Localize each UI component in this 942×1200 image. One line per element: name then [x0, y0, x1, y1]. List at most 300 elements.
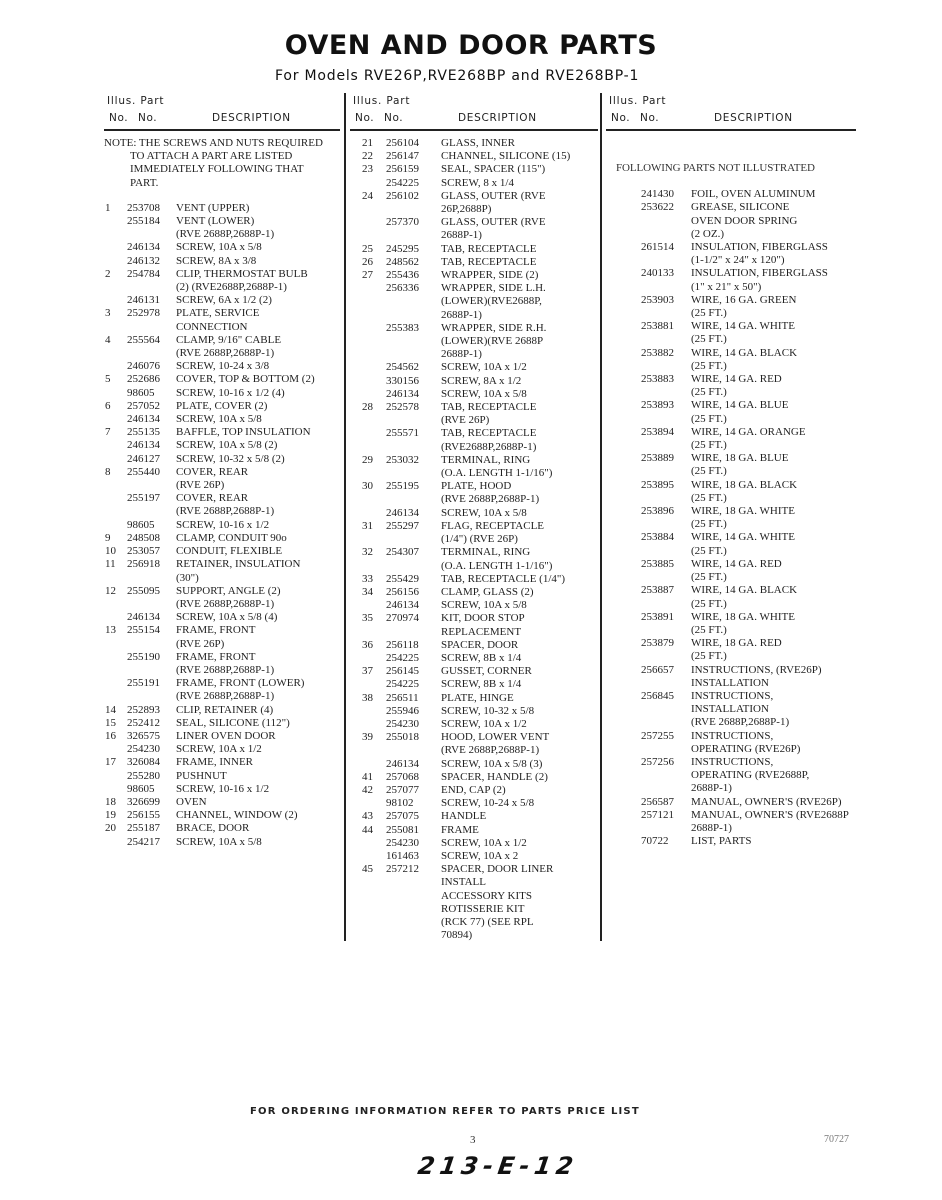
part-row — [104, 836, 340, 849]
part-description: SCREW, 10-32 x 5/8 (2) — [176, 452, 285, 465]
part-number: 256155 — [127, 809, 160, 822]
models-subtitle: For Models RVE26P,RVE268BP and RVE268BP-1 — [275, 68, 640, 84]
part-row — [350, 810, 598, 823]
part-description: SCREW, 10-16 x 1/2 (4) — [176, 386, 285, 399]
part-row — [104, 743, 340, 756]
part-row — [606, 320, 856, 346]
part-row — [104, 545, 340, 558]
part-row — [350, 269, 598, 282]
part-row — [350, 731, 598, 757]
illus-number — [104, 783, 127, 796]
parts-column-middle — [350, 95, 598, 942]
part-number: 161463 — [386, 849, 419, 862]
part-description: FLAG, RECEPTACLE (1/4") (RVE 26P) — [441, 519, 545, 546]
part-row — [350, 150, 598, 163]
part-number: 253882 — [641, 346, 674, 359]
part-description: PUSHNUT — [176, 769, 227, 782]
part-row — [104, 611, 340, 624]
part-description: SCREW, 10A x 5/8 — [441, 506, 527, 519]
part-number: 326084 — [127, 756, 160, 769]
part-number: 257121 — [641, 808, 674, 821]
part-description: VENT (LOWER) (RVE 2688P,2688P-1) — [176, 215, 275, 241]
part-description: KIT, DOOR STOP REPLACEMENT — [441, 612, 525, 638]
illus-number — [104, 453, 127, 466]
illus-number — [606, 531, 641, 557]
part-row — [104, 307, 340, 333]
illus-number — [606, 267, 641, 293]
part-description: FRAME — [441, 823, 479, 836]
parts-list — [606, 188, 856, 848]
part-description: SCREW, 8 x 1/4 — [441, 176, 514, 189]
part-number: 255383 — [386, 321, 419, 334]
part-row — [350, 652, 598, 665]
part-row — [606, 835, 856, 848]
illus-number — [606, 584, 641, 610]
part-description: TAB, RECEPTACLE — [441, 255, 537, 268]
illus-number: 43 — [362, 810, 373, 823]
part-number: 253057 — [127, 545, 160, 558]
part-number: 256156 — [386, 585, 419, 598]
part-description: OVEN — [176, 795, 207, 808]
illus-number: 29 — [362, 453, 373, 466]
part-row — [104, 558, 340, 584]
illus-number — [606, 188, 641, 201]
illus-number — [350, 599, 386, 612]
part-row — [606, 558, 856, 584]
part-row — [350, 361, 598, 374]
part-row — [350, 692, 598, 705]
part-description: SCREW, 10-24 x 3/8 — [176, 360, 270, 373]
part-row — [350, 243, 598, 256]
part-number: 255184 — [127, 215, 160, 228]
part-description: WRAPPER, SIDE (2) — [441, 269, 539, 282]
part-number: 255135 — [127, 426, 160, 439]
part-number: 255195 — [386, 480, 419, 493]
illus-number: 19 — [105, 809, 116, 822]
part-description: SCREW, 10A x 5/8 — [176, 241, 262, 254]
part-row — [104, 585, 340, 611]
part-number: 255154 — [127, 624, 160, 637]
part-row — [104, 532, 340, 545]
handwritten-mark: 213-E-12 — [416, 1152, 580, 1180]
part-description: COVER, REAR (RVE 26P) — [176, 465, 249, 492]
part-description: SCREW, 10A x 1/2 — [441, 361, 527, 374]
illus-number — [606, 294, 641, 320]
part-description: INSULATION, FIBERGLASS (1" x 21" x 50") — [691, 267, 828, 293]
part-description: SCREW, 10A x 1/2 — [441, 717, 527, 730]
part-row — [606, 505, 856, 531]
illus-number: 23 — [362, 163, 373, 176]
illus-number — [104, 651, 127, 677]
part-number: 256104 — [386, 137, 419, 149]
part-number: 253032 — [386, 453, 419, 466]
part-number: 255297 — [386, 519, 419, 532]
part-description: SUPPORT, ANGLE (2) (RVE 2688P,2688P-1) — [176, 584, 281, 610]
part-description: PLATE, COVER (2) — [176, 399, 268, 412]
illus-number: 5 — [105, 373, 111, 386]
part-description: RETAINER, INSULATION (30") — [176, 558, 301, 584]
illus-number: 1 — [105, 201, 111, 214]
part-row — [350, 256, 598, 269]
part-number: 253903 — [641, 293, 674, 306]
part-description: WIRE, 14 GA. WHITE (25 FT.) — [691, 531, 795, 557]
illus-number — [350, 797, 386, 810]
part-row — [104, 796, 340, 809]
header-illus-part: Illus. Part — [609, 95, 667, 107]
part-row — [350, 480, 598, 506]
part-description: PLATE, HINGE — [441, 691, 514, 704]
part-description: FRAME, FRONT (LOWER) (RVE 2688P,2688P-1) — [176, 677, 305, 703]
illus-number: 36 — [362, 638, 373, 651]
part-description: WIRE, 14 GA. WHITE (25 FT.) — [691, 320, 795, 346]
part-number: 256918 — [127, 558, 160, 571]
part-row — [350, 520, 598, 546]
part-description: SCREW, 10A x 1/2 — [176, 743, 262, 756]
illus-number: 16 — [105, 729, 116, 742]
parts-column-left — [104, 95, 340, 849]
part-number: 246134 — [127, 611, 160, 624]
illus-number: 13 — [105, 624, 116, 637]
part-description: WIRE, 14 GA. RED (25 FT.) — [691, 373, 782, 399]
part-row — [606, 730, 856, 756]
illus-number: 37 — [362, 665, 373, 678]
part-number: 246134 — [127, 241, 160, 254]
illus-number — [606, 835, 641, 848]
part-row — [104, 241, 340, 254]
part-number: 246127 — [127, 452, 160, 465]
illus-number — [104, 255, 127, 268]
illus-number — [350, 282, 386, 322]
illus-number — [104, 241, 127, 254]
part-row — [350, 507, 598, 520]
header-description: DESCRIPTION — [458, 112, 537, 124]
part-number: 253708 — [127, 201, 160, 214]
illus-number — [606, 201, 641, 241]
part-number: 246134 — [386, 757, 419, 770]
illus-number: 45 — [362, 863, 373, 876]
part-number: 261514 — [641, 241, 674, 254]
header-illus-part: Illus. Part — [107, 95, 165, 107]
part-description: SCREW, 10-32 x 5/8 — [441, 704, 535, 717]
illus-number — [104, 215, 127, 241]
part-number: 253883 — [641, 373, 674, 386]
column-header — [104, 95, 340, 129]
part-number: 255429 — [386, 572, 419, 585]
part-description: CHANNEL, WINDOW (2) — [176, 809, 298, 822]
screws-note — [104, 137, 340, 190]
part-description: HANDLE — [441, 810, 487, 823]
part-row — [104, 413, 340, 426]
note-line: NOTE: THE SCREWS AND NUTS REQUIRED — [104, 137, 323, 149]
header-description: DESCRIPTION — [212, 112, 291, 124]
illus-number: 20 — [105, 822, 116, 835]
illus-number: 4 — [105, 333, 111, 346]
part-number: 254217 — [127, 835, 160, 848]
part-number: 257370 — [386, 216, 419, 229]
part-description: WIRE, 18 GA. BLACK (25 FT.) — [691, 478, 798, 504]
part-number: 246134 — [127, 439, 160, 452]
part-row — [350, 599, 598, 612]
part-number: 256145 — [386, 665, 419, 678]
illus-number — [606, 690, 641, 730]
part-number: 254225 — [386, 651, 419, 664]
illus-number — [350, 375, 386, 388]
part-number: 256147 — [386, 150, 419, 163]
part-number: 253622 — [641, 201, 674, 214]
part-description: CLAMP, 9/16" CABLE (RVE 2688P,2688P-1) — [176, 333, 282, 360]
illus-number — [104, 360, 127, 373]
illus-number — [606, 505, 641, 531]
part-description: WIRE, 14 GA. BLACK (25 FT.) — [691, 584, 798, 610]
part-description: LIST, PARTS — [691, 835, 752, 848]
part-description: WIRE, 18 GA. WHITE (25 FT.) — [691, 505, 795, 531]
illus-number: 15 — [105, 716, 116, 729]
part-number: 248562 — [386, 255, 419, 268]
part-row — [350, 612, 598, 638]
illus-number: 35 — [362, 612, 373, 625]
illus-number — [350, 652, 386, 665]
part-number: 255280 — [127, 769, 160, 782]
part-row — [606, 188, 856, 201]
part-row — [104, 426, 340, 439]
illus-number — [606, 558, 641, 584]
column-divider — [344, 93, 346, 941]
part-number: 252893 — [127, 703, 160, 716]
illus-number: 28 — [362, 401, 373, 414]
part-description: SEAL, SILICONE (112") — [176, 716, 290, 729]
part-number: 254562 — [386, 361, 419, 374]
part-description: COVER, TOP & BOTTOM (2) — [176, 373, 315, 386]
illus-number — [350, 718, 386, 731]
header-illus-no: No. — [611, 112, 631, 124]
part-number: 254225 — [386, 176, 419, 189]
part-row — [350, 546, 598, 572]
header-part-no: No. — [138, 112, 158, 124]
illus-number — [606, 730, 641, 756]
part-description: TAB, RECEPTACLE — [441, 242, 537, 255]
part-row — [104, 202, 340, 215]
part-number: 253893 — [641, 399, 674, 412]
illus-number — [606, 399, 641, 425]
part-number: 98102 — [386, 797, 414, 810]
illus-number — [350, 388, 386, 401]
illus-number: 10 — [105, 545, 116, 558]
part-row — [350, 718, 598, 731]
illus-number — [606, 320, 641, 346]
part-row — [350, 797, 598, 810]
illus-number — [350, 850, 386, 863]
part-row — [104, 822, 340, 835]
illus-number: 21 — [362, 137, 373, 149]
part-row — [350, 573, 598, 586]
part-description: GLASS, OUTER (RVE 26P,2688P) — [441, 189, 546, 216]
illus-number — [104, 387, 127, 400]
header-rule — [104, 129, 340, 131]
part-number: 98605 — [127, 518, 155, 531]
part-row — [104, 717, 340, 730]
part-number: 254230 — [386, 836, 419, 849]
part-number: 256587 — [641, 795, 674, 808]
part-description: SCREW, 10A x 5/8 — [441, 599, 527, 612]
part-row — [606, 690, 856, 730]
illus-number — [104, 294, 127, 307]
part-number: 240133 — [641, 267, 674, 280]
part-number: 248508 — [127, 531, 160, 544]
illus-number: 18 — [105, 795, 116, 808]
part-row — [350, 282, 598, 322]
illus-number — [350, 322, 386, 362]
part-description: HOOD, LOWER VENT (RVE 2688P,2688P-1) — [441, 731, 550, 757]
part-description: WIRE, 18 GA. RED (25 FT.) — [691, 637, 782, 663]
illus-number — [606, 373, 641, 399]
part-row — [350, 705, 598, 718]
illus-number — [606, 611, 641, 637]
part-row — [104, 294, 340, 307]
part-number: 246134 — [386, 387, 419, 400]
illus-number — [606, 241, 641, 267]
column-header — [350, 95, 598, 129]
part-description: GLASS, OUTER (RVE 2688P-1) — [441, 216, 546, 242]
part-row — [104, 770, 340, 783]
part-number: 255095 — [127, 584, 160, 597]
part-description: WIRE, 18 GA. BLUE (25 FT.) — [691, 452, 789, 478]
part-description: SPACER, DOOR — [441, 638, 519, 651]
part-row — [606, 201, 856, 241]
part-number: 253887 — [641, 584, 674, 597]
illus-number: 33 — [362, 572, 373, 585]
illus-number: 25 — [362, 242, 373, 255]
illus-number: 17 — [105, 756, 116, 769]
part-description: INSTRUCTIONS, OPERATING (RVE26P) — [691, 729, 801, 755]
part-description: WRAPPER, SIDE R.H. (LOWER)(RVE 2688P 2688P-1) — [441, 321, 547, 361]
part-description: FRAME, FRONT (RVE 26P) — [176, 624, 256, 650]
part-description: CLAMP, GLASS (2) — [441, 585, 534, 598]
part-row — [104, 519, 340, 532]
illus-number: 34 — [362, 585, 373, 598]
part-number: 326575 — [127, 729, 160, 742]
part-description: WIRE, 14 GA. ORANGE (25 FT.) — [691, 425, 806, 452]
illus-number: 38 — [362, 691, 373, 704]
part-description: SCREW, 10A x 5/8 (4) — [176, 611, 278, 624]
part-row — [350, 375, 598, 388]
parts-list — [350, 137, 598, 942]
part-number: 256511 — [386, 691, 419, 704]
part-row — [350, 784, 598, 797]
illus-number: 14 — [105, 703, 116, 716]
part-number: 257255 — [641, 729, 674, 742]
part-row — [104, 255, 340, 268]
part-row — [606, 809, 856, 835]
header-illus-no: No. — [109, 112, 129, 124]
part-row — [104, 453, 340, 466]
part-number: 256657 — [641, 663, 674, 676]
part-row — [350, 137, 598, 150]
parts-column-right — [606, 95, 856, 848]
part-number: 253894 — [641, 425, 674, 438]
part-number: 257256 — [641, 755, 674, 768]
part-description: SPACER, DOOR LINER INSTALL ACCESSORY KITS ROTISSERIE KIT (RCK 77) (SEE RPL 70894) — [441, 863, 554, 942]
part-description: SCREW, 6A x 1/2 (2) — [176, 294, 272, 307]
part-number: 246076 — [127, 360, 160, 373]
part-description: SPACER, HANDLE (2) — [441, 770, 548, 783]
part-description: CHANNEL, SILICONE (15) — [441, 150, 571, 163]
part-description: SCREW, 10A x 5/8 (2) — [176, 439, 278, 452]
part-number: 255946 — [386, 704, 419, 717]
illus-number — [350, 427, 386, 453]
part-row — [350, 837, 598, 850]
part-number: 256102 — [386, 189, 419, 202]
part-number: 255436 — [386, 269, 419, 282]
part-description: SCREW, 10A x 5/8 (3) — [441, 757, 543, 770]
part-number: 253885 — [641, 557, 674, 570]
illus-number — [104, 770, 127, 783]
part-number: 257212 — [386, 863, 419, 876]
illus-number — [350, 837, 386, 850]
illus-number — [350, 361, 386, 374]
part-number: 252978 — [127, 307, 160, 320]
illus-number — [104, 677, 127, 703]
part-row — [350, 322, 598, 362]
part-number: 245295 — [386, 242, 419, 255]
part-description: BAFFLE, TOP INSULATION — [176, 426, 311, 439]
part-number: 254307 — [386, 546, 419, 559]
part-description: PLATE, SERVICE CONNECTION — [176, 307, 260, 333]
part-row — [606, 756, 856, 796]
illus-number: 26 — [362, 255, 373, 268]
part-row — [350, 850, 598, 863]
part-description: INSTRUCTIONS, INSTALLATION (RVE 2688P,2688P-1) — [691, 689, 790, 729]
part-row — [350, 863, 598, 942]
part-description: FOIL, OVEN ALUMINUM — [691, 188, 816, 201]
illus-number: 8 — [105, 465, 111, 478]
part-number: 255440 — [127, 465, 160, 478]
illus-number: 41 — [362, 770, 373, 783]
part-number: 246134 — [386, 599, 419, 612]
part-row — [350, 678, 598, 691]
part-description: TAB, RECEPTACLE (1/4") — [441, 572, 566, 585]
illus-number — [606, 452, 641, 478]
part-number: 330156 — [386, 374, 419, 387]
illus-number: 27 — [362, 269, 373, 282]
header-part-no: No. — [640, 112, 660, 124]
part-description: LINER OVEN DOOR — [176, 729, 276, 742]
part-row — [350, 665, 598, 678]
part-number: 255081 — [386, 823, 419, 836]
illus-number — [104, 836, 127, 849]
part-row — [104, 677, 340, 703]
part-row — [104, 756, 340, 769]
part-row — [350, 388, 598, 401]
part-description: SCREW, 10-24 x 5/8 — [441, 797, 535, 810]
part-row — [350, 216, 598, 242]
part-description: SCREW, 10A x 5/8 — [176, 413, 262, 426]
part-row — [606, 479, 856, 505]
part-number: 253895 — [641, 478, 674, 491]
illus-number: 9 — [105, 531, 111, 544]
part-description: GUSSET, CORNER — [441, 665, 532, 678]
illus-number — [606, 809, 641, 835]
part-description: WIRE, 14 GA. BLACK (25 FT.) — [691, 346, 798, 372]
part-number: 254784 — [127, 267, 160, 280]
part-row — [606, 796, 856, 809]
page-number: 3 — [470, 1134, 476, 1146]
part-number: 255190 — [127, 650, 160, 663]
part-row — [606, 399, 856, 425]
part-number: 254230 — [386, 717, 419, 730]
header-illus-no: No. — [355, 112, 375, 124]
part-number: 255187 — [127, 822, 160, 835]
part-number: 254230 — [127, 743, 160, 756]
